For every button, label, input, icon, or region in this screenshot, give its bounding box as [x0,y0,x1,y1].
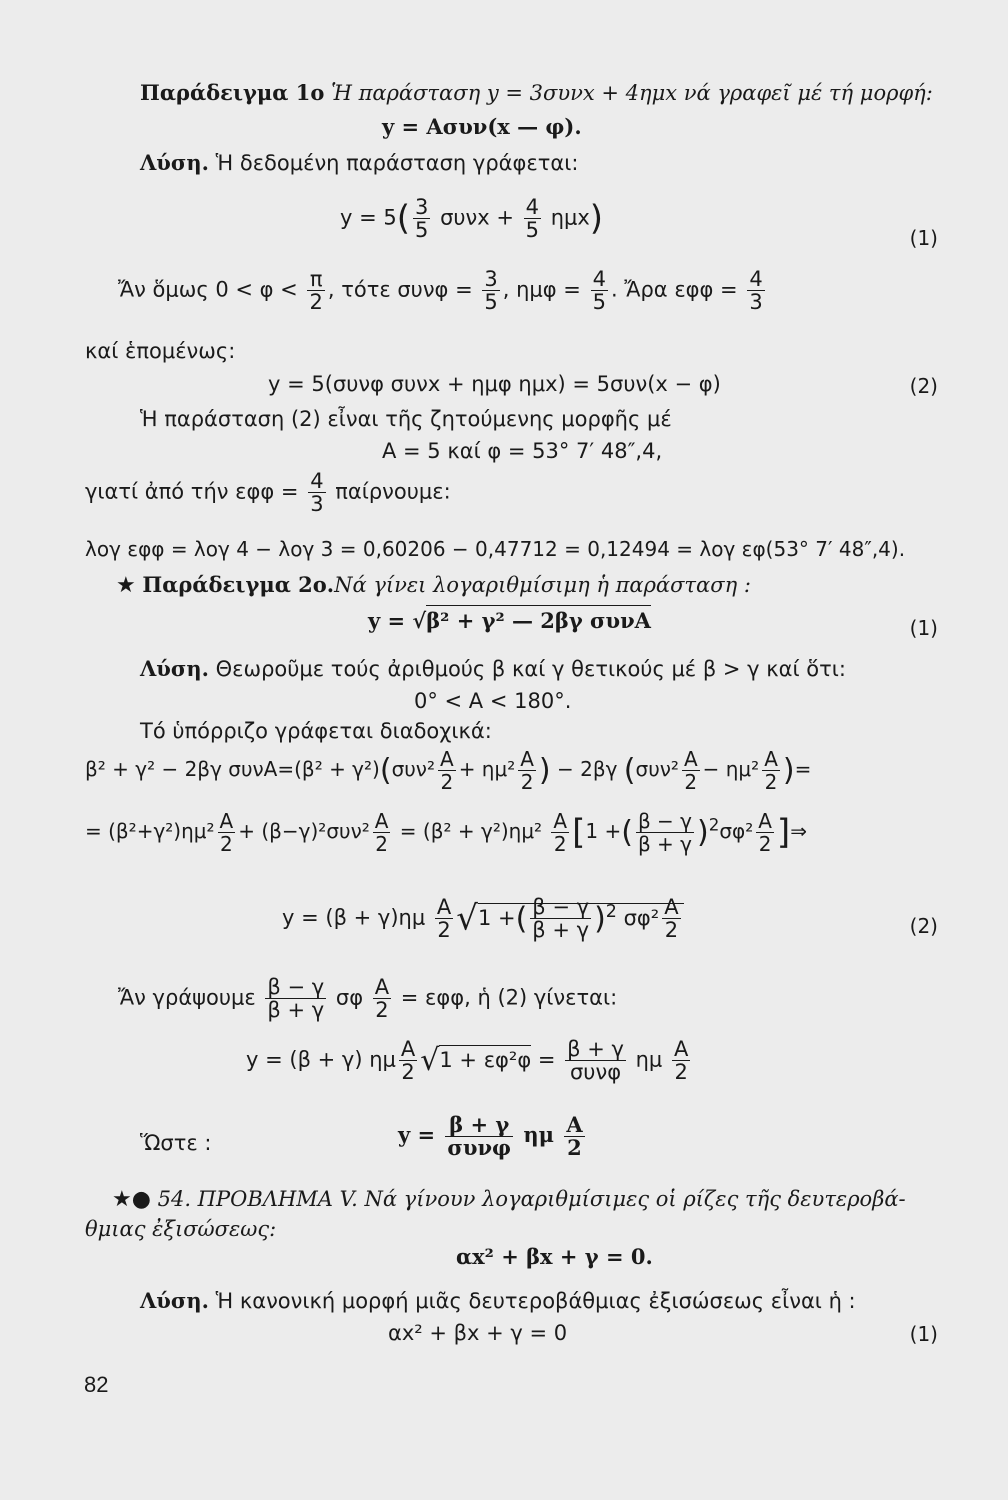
page-number: 82 [84,1372,109,1397]
example-1-title: Παράδειγμα 1ο [140,80,325,105]
star-icon: ★ [116,573,136,598]
problem-54-equation-1: αx² + βx + γ = 0 [388,1321,568,1345]
equation-tag: (2) [909,374,938,398]
example-1-equation-2: y = 5(συνφ συνx + ημφ ημx) = 5συν(x − φ) [268,372,721,396]
equation-tag: (1) [909,1322,938,1346]
example-2-heading [116,572,751,599]
example-2-equation-3: y = (β + γ) ημ $\frac{A}{2}$ √1 + εφ²φ = β + γ συνφ ημ $\frac{A}{2}$ [246,1037,689,1084]
example-1-form-text: Ἡ παράσταση (2) εἶναι τῆς ζητούμενης μορφῆς μέ [140,407,672,431]
example-2-hence: Ὥστε : [140,1131,212,1155]
equation-tag: (1) [909,616,938,640]
example-2-derivation-2: = (β²+γ²)ημ² $\frac{A}{2}$ + (β−γ)²συν² $\frac{A}{2}$ = (β² + γ²)ημ² $\frac{A}{2}$ [1 +( $\frac{\beta - \gamma}{\beta + \gamma}$ )$^2$σφ² $\frac{A}{2}$ ]⇒ [85,809,807,856]
example-1-target-form: y = Ασυν(x — φ). [382,114,582,139]
equation-tag: (2) [909,914,938,938]
problem-54-solution-intro: Λύση. Ἡ κανονική μορφή μιᾶς δευτεροβάθμιας ἐξισώσεως εἶναι ἡ : [140,1288,856,1313]
example-1-why: γιατί ἀπό τήν εφφ = $\frac{4}{3}$ παίρνουμε: [85,469,451,516]
example-2-radicand-text: Τό ὑπόρριζο γράφεται διαδοχικά: [140,719,492,743]
example-1-values: A = 5 καί φ = 53° 7′ 48″,4, [382,439,663,463]
example-1-log-line: λογ εφφ = λογ 4 − λογ 3 = 0,60206 − 0,47712 = 0,12494 = λογ εφ(53° 7′ 48″,4). [85,537,906,561]
example-2-equation-1: y = √β² + γ² — 2βγ συνA [368,608,651,633]
example-1-equation-1: y = 5( $\frac{3}{5}$ συνx + $\frac{4}{5}$ ημx) [340,195,604,242]
example-2-substitution: Ἄν γράψουμε $\frac{\beta - \gamma}{\beta + \gamma}$ σφ $\frac{A}{2}$ = εφφ, ἡ (2) γίνεται: [118,975,618,1022]
problem-54-heading [112,1186,906,1213]
example-2-title: Παράδειγμα 2ο. [142,572,335,597]
example-1-heading [140,80,933,106]
solution-text: Ἡ δεδομένη παράσταση γράφεται: [215,151,579,175]
example-1-solution-intro [140,150,578,176]
equation-tag: (1) [909,226,938,250]
example-2-solution-intro: Λύση. Θεωροῦμε τούς ἀριθμούς β καί γ θετικούς μέ β > γ καί ὅτι: [140,656,846,681]
example-2-statement: Νά γίνει λογαριθμίσιμη ἡ παράσταση : [334,573,751,597]
problem-54-title: 54. ΠΡΟΒΛΗΜΑ V. Νά γίνουν λογαριθμίσιμες οἱ ρίζες τῆς δευτεροβά- [157,1187,906,1211]
example-1-hence: καί ἑπομένως: [85,339,236,363]
star-bullet-icon: ★● [112,1187,151,1212]
problem-54-heading-cont: θμιας ἐξισώσεως: [85,1217,277,1241]
example-1-statement: Ἡ παράσταση y = 3συνx + 4ημx νά γραφεῖ μέ τή μορφή: [331,81,933,105]
problem-54-equation: αx² + βx + γ = 0. [456,1244,653,1269]
solution-label: Λύση. [140,656,209,681]
example-2-range: 0° < A < 180°. [414,689,572,713]
solution-label: Λύση. [140,150,209,175]
example-1-angle-condition: Ἄν ὅμως 0 < φ < $\frac{\pi}{2}$ , τότε συνφ = $\frac{3}{5}$ , ημφ = $\frac{4}{5}$ . Ἄρα εφφ = $\frac{4}{3}$ [118,267,763,314]
solution-label: Λύση. [140,1288,209,1313]
example-2-equation-2: y = (β + γ)ημ $\frac{A}{2}$ √1 +( $\frac{\beta - \gamma}{\beta + \gamma}$ )$^2$ σφ² $\frac{A}{2}$ [282,896,684,941]
example-2-final-result: y = β + γ συνφ ημ $\frac{A}{2}$ [398,1112,583,1160]
example-2-derivation-1: β² + γ² − 2βγ συνA=(β² + γ²)(συν² $\frac{A}{2}$ + ημ² $\frac{A}{2}$ ) − 2βγ (συν² $\frac{A}{2}$ − ημ² $\frac{A}{2}$ )= [85,747,812,794]
